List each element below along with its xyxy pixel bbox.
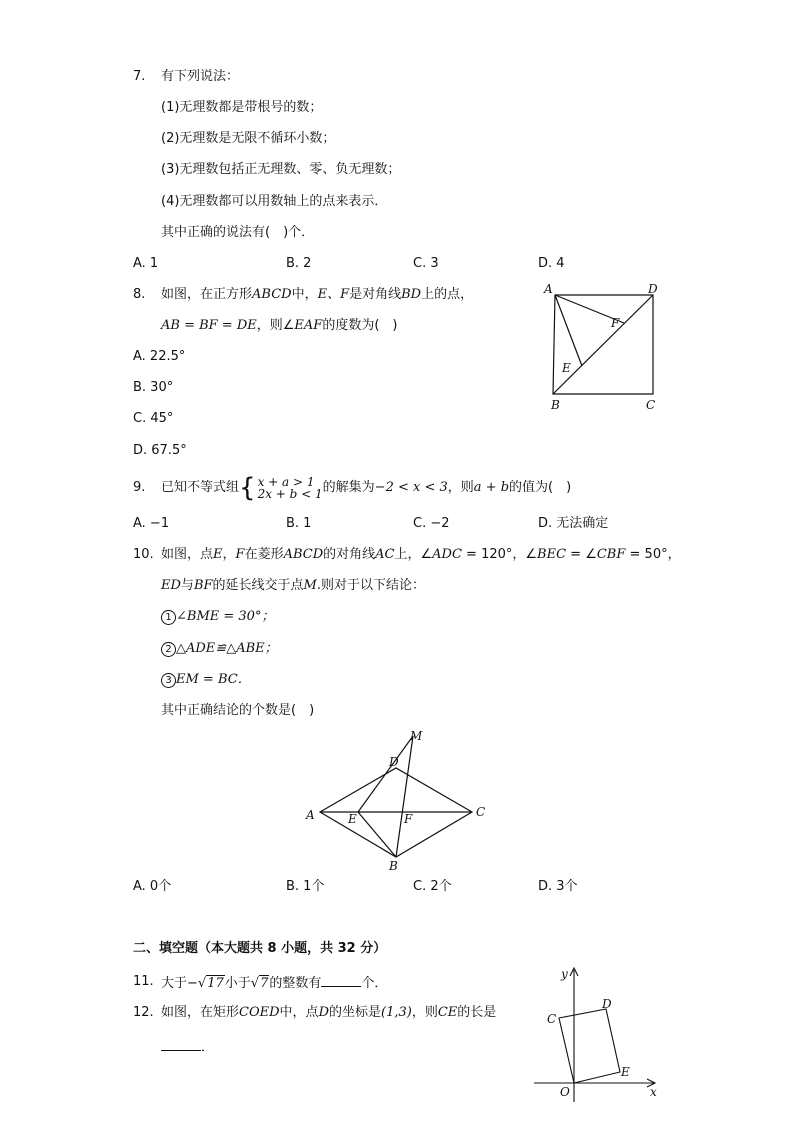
q9-option-a[interactable]: A. −1: [133, 516, 170, 531]
q12-number: 12.: [133, 1005, 154, 1020]
q10-line-1: 如图，点E，F在菱形ABCD的对角线AC上，∠ADC = 120°，∠BEC = ∠CBF = 50°，: [161, 547, 681, 562]
q7-item-3: (3)无理数包括正无理数、零、负无理数；: [161, 162, 401, 177]
q8-option-d[interactable]: D. 67.5°: [133, 443, 187, 458]
q10-label-e: E: [348, 812, 357, 826]
q9-option-b[interactable]: B. 1: [286, 516, 312, 531]
q7-stem: 有下列说法：: [161, 69, 240, 84]
q9-stem: 已知不等式组{ x + a > 1 2x + b < 1的解集为−2 < x < 3，则a + b的值为( ): [161, 472, 572, 503]
q8-segment-ae: [555, 295, 582, 366]
q12-label-x: x: [650, 1085, 657, 1099]
q7-item-2: (2)无理数是无限不循环小数；: [161, 131, 336, 146]
q10-conclusion-3: 3 EM = BC．: [161, 671, 251, 689]
q7-ask: 其中正确的说法有( )个．: [161, 225, 315, 240]
q8-option-a[interactable]: A. 22.5°: [133, 349, 186, 364]
q12-label-y: y: [561, 967, 568, 981]
q12-label-o: O: [560, 1085, 570, 1099]
q11-stem: 大于−√17小于√7的整数有 个．: [161, 973, 387, 993]
q8-diagonal-bd: [553, 295, 653, 394]
q10-label-c: C: [476, 805, 486, 819]
q9-option-c[interactable]: C. −2: [413, 516, 450, 531]
q8-label-a: A: [544, 282, 553, 296]
q12-line-1: 如图，在矩形COED中，点D的坐标是(1,3)，则CE的长是: [161, 1005, 497, 1020]
q7-item-4: (4)无理数都可以用数轴上的点来表示．: [161, 194, 388, 209]
q8-label-e: E: [562, 361, 571, 375]
q10-option-a[interactable]: A. 0个: [133, 879, 172, 894]
q10-line-2: ED与BF的延长线交于点M.则对于以下结论：: [161, 578, 425, 593]
q12-answer-blank[interactable]: [161, 1037, 201, 1051]
q12-label-d: D: [602, 997, 612, 1011]
q10-option-d[interactable]: D. 3个: [538, 879, 578, 894]
q8-line-2: AB = BF = DE，则∠EAF的度数为( ): [161, 318, 398, 333]
q8-label-d: D: [648, 282, 658, 296]
q8-option-b[interactable]: B. 30°: [133, 380, 174, 395]
q7-item-1: (1)无理数都是带根号的数；: [161, 100, 323, 115]
q10-segment-eb: [358, 812, 396, 857]
q9-system-brace: {: [239, 472, 256, 503]
q8-label-b: B: [551, 398, 560, 412]
q7-option-d[interactable]: D. 4: [538, 256, 565, 271]
q10-option-b[interactable]: B. 1个: [286, 879, 325, 894]
q8-label-f: F: [611, 316, 620, 330]
q8-line-1: 如图，在正方形ABCD中，E、F是对角线BD上的点，: [161, 287, 474, 302]
q11-number: 11.: [133, 974, 154, 989]
section-2-heading: 二、填空题（本大题共 8 小题，共 32 分）: [133, 941, 387, 956]
q10-label-a: A: [306, 808, 315, 822]
q12-label-c: C: [547, 1012, 557, 1026]
q9-system: x + a > 1 2x + b < 1: [257, 474, 323, 501]
q12-coordinate-figure: [530, 962, 660, 1102]
q10-label-m: M: [410, 729, 423, 743]
q8-label-c: C: [646, 398, 656, 412]
q8-number: 8.: [133, 287, 146, 302]
q9-option-d[interactable]: D. 无法确定: [538, 516, 609, 531]
q8-square-figure: [540, 280, 670, 415]
q10-number: 10.: [133, 547, 154, 562]
q12-line-2: ．: [161, 1037, 214, 1057]
q7-option-c[interactable]: C. 3: [413, 256, 439, 271]
q12-label-e: E: [621, 1065, 630, 1079]
q7-option-a[interactable]: A. 1: [133, 256, 159, 271]
q8-option-c[interactable]: C. 45°: [133, 411, 174, 426]
q10-label-b: B: [389, 859, 398, 873]
q10-label-f: F: [404, 812, 413, 826]
q9-number: 9.: [133, 480, 146, 495]
q10-conclusion-1: 1 ∠BME = 30°；: [161, 608, 274, 626]
q10-option-c[interactable]: C. 2个: [413, 879, 452, 894]
q7-option-b[interactable]: B. 2: [286, 256, 312, 271]
q10-ask: 其中正确结论的个数是( ): [161, 703, 315, 718]
q7-number: 7.: [133, 69, 146, 84]
q10-rhombus-figure: [300, 722, 500, 877]
q10-conclusion-2: 2 △ADE≌△ABE；: [161, 640, 278, 658]
q10-line-em: [358, 736, 413, 812]
q11-answer-blank[interactable]: [321, 973, 361, 987]
q12-diagonal-ce: [559, 1018, 620, 1072]
q10-label-d: D: [389, 755, 399, 769]
q12-rectangle: [559, 1009, 620, 1083]
